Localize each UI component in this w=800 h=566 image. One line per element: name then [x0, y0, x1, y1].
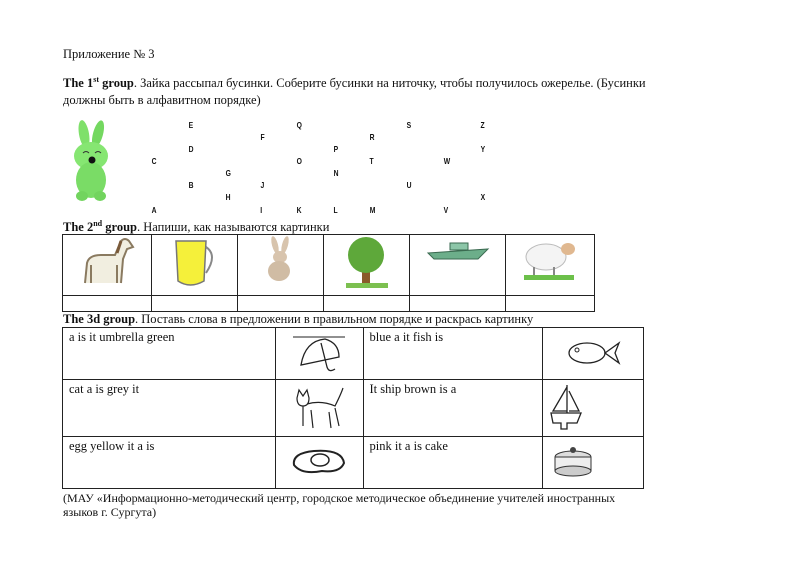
picture-cell-boat [410, 235, 505, 296]
answer-cell[interactable] [505, 296, 594, 312]
group1-label: The 1st group [63, 75, 134, 91]
answer-cell[interactable] [238, 296, 324, 312]
umbrella-icon [291, 331, 347, 375]
picture-cell-cat [276, 380, 363, 437]
cat-icon [291, 384, 347, 432]
bead-letter: L [333, 205, 338, 215]
bead-letter: T [369, 156, 374, 166]
bead-letter: Z [480, 120, 485, 130]
picture-cell-fish [542, 328, 643, 380]
sentence-order-table [62, 327, 644, 489]
fish-icon [565, 338, 621, 368]
answer-cell[interactable] [324, 296, 410, 312]
bead-letter: C [151, 156, 157, 166]
tree-icon [342, 235, 392, 289]
bead-letter: X [480, 192, 486, 202]
sentence-cell: blue a it fish is [363, 328, 542, 380]
cake-icon [551, 445, 597, 479]
picture-cell-tree [324, 235, 410, 296]
sailboat-icon [549, 383, 583, 433]
picture-cell-umbrella [276, 328, 363, 380]
group3-label: The 3d group [63, 312, 136, 326]
bead-letter: R [369, 132, 375, 142]
sheep-icon [520, 235, 580, 283]
jug-icon [170, 235, 220, 289]
motorboat-icon [426, 235, 490, 265]
bead-letter: G [225, 168, 231, 178]
answer-cell[interactable] [63, 296, 152, 312]
bead-letter: V [443, 205, 449, 215]
fried-egg-icon [290, 447, 348, 477]
bead-letter: D [188, 144, 194, 154]
footer-source-line1: (МАУ «Информационно-методический центр, городское методическое объединение учителей иностранных [63, 491, 616, 505]
bead-letter: H [225, 192, 231, 202]
picture-cell-sailboat [542, 380, 643, 437]
bead-letter: M [369, 205, 376, 215]
group1-instruction-line2: должны быть в алфавитном порядке) [63, 93, 261, 107]
group3-instruction: The 3d group. Поставь слова в предложении в правильном порядке и раскрась картинку [63, 312, 534, 326]
picture-cell-cake [542, 437, 643, 489]
horse-icon [77, 235, 137, 287]
sentence-cell: pink it a is cake [363, 437, 542, 489]
bead-letter: B [188, 180, 194, 190]
bead-letter: O [296, 156, 302, 166]
sentence-cell: cat a is grey it [63, 380, 276, 437]
sentence-cell: a is it umbrella green [63, 328, 276, 380]
picture-names-table [62, 234, 595, 312]
group1-instruction: The 1st group. Зайка рассыпал бусинки. Соберите бусинки на ниточку, чтобы получилось ожерелье. (Бусинки [63, 75, 646, 91]
rabbit-icon [261, 235, 301, 285]
bead-letter: I [260, 205, 263, 215]
footer-source-line2: языков г. Сургута) [63, 505, 157, 519]
bead-letter: U [406, 180, 412, 190]
bead-letter: P [333, 144, 339, 154]
bead-letter: Q [296, 120, 302, 130]
bunny-image [62, 118, 122, 203]
bead-letter: F [260, 132, 265, 142]
group2-instruction: The 2nd group. Напиши, как называются картинки [63, 219, 330, 235]
bead-letter: E [188, 120, 194, 130]
bead-letter: K [296, 205, 302, 215]
picture-cell-sheep [505, 235, 594, 296]
picture-cell-fried-egg [276, 437, 363, 489]
sentence-cell: It ship brown is a [363, 380, 542, 437]
bead-letter: S [406, 120, 412, 130]
picture-cell-jug [152, 235, 238, 296]
group2-label: The 2nd group [63, 219, 137, 235]
bead-letter: Y [480, 144, 486, 154]
picture-cell-horse [63, 235, 152, 296]
bead-letter: N [333, 168, 339, 178]
bead-letter: J [260, 180, 265, 190]
answer-cell[interactable] [410, 296, 505, 312]
bead-letter: W [443, 156, 451, 166]
page-heading: Приложение № 3 [63, 47, 155, 61]
answer-cell[interactable] [152, 296, 238, 312]
bead-letter: A [151, 205, 157, 215]
sentence-cell: egg yellow it a is [63, 437, 276, 489]
picture-cell-rabbit [238, 235, 324, 296]
